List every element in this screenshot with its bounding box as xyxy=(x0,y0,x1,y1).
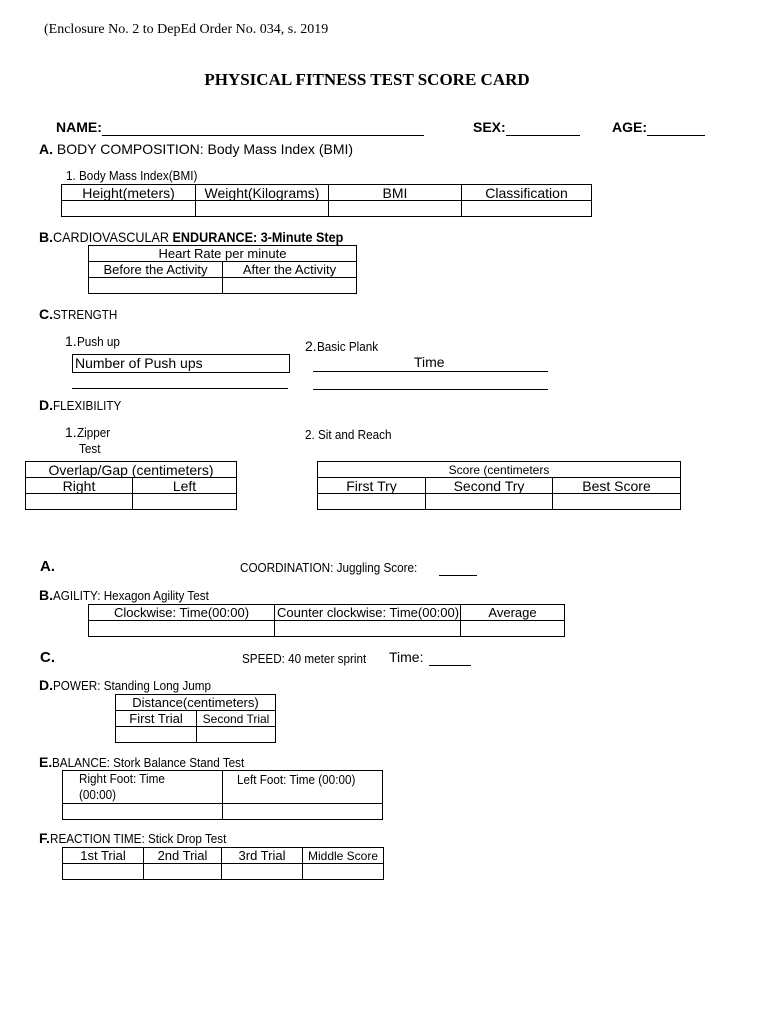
column-header: First Trial xyxy=(116,711,197,727)
right-foot-unit: (00:00) xyxy=(79,787,117,802)
balance-table xyxy=(62,770,383,820)
right-foot-cell[interactable] xyxy=(63,804,223,820)
table-group-row xyxy=(26,462,237,478)
coordination-heading xyxy=(240,559,477,576)
power-group-header: Distance(centimeters) xyxy=(116,695,276,711)
table-row xyxy=(26,494,237,510)
table-group-row xyxy=(116,695,276,711)
section-agility-heading xyxy=(39,587,226,603)
column-header: Right xyxy=(26,478,133,494)
speed-time-blank[interactable] xyxy=(429,649,471,666)
plank-time-label: Time xyxy=(414,354,445,370)
column-header: 1st Trial xyxy=(63,848,144,864)
column-header: Clockwise: Time(00:00) xyxy=(89,605,275,621)
weight-cell[interactable] xyxy=(196,201,329,217)
sex-field[interactable] xyxy=(473,119,580,136)
plank-label: Basic Plank xyxy=(316,339,378,354)
middle-score-cell[interactable] xyxy=(303,864,384,880)
section-label: STRENGTH xyxy=(53,307,118,322)
speed-heading: SPEED: 40 meter sprint xyxy=(242,651,367,666)
first-try-cell[interactable] xyxy=(318,494,426,510)
section-letter: C. xyxy=(39,306,53,322)
name-blank[interactable] xyxy=(102,119,424,136)
section-label: POWER: Standing Long Jump xyxy=(53,678,212,693)
column-header: Middle Score xyxy=(303,848,384,864)
table-row xyxy=(318,494,681,510)
zipper-label: Zipper xyxy=(76,425,110,440)
section-letter: B. xyxy=(39,229,53,245)
section-body-composition-heading xyxy=(39,141,353,157)
after-activity-cell[interactable] xyxy=(223,278,357,294)
zipper-left-cell[interactable] xyxy=(133,494,237,510)
bmi-subheading: 1. Body Mass Index(BMI) xyxy=(66,168,198,183)
pushup-heading xyxy=(65,333,124,349)
plank-answer-line[interactable] xyxy=(313,389,548,390)
juggling-score-blank[interactable] xyxy=(439,559,477,576)
zipper-group-header: Overlap/Gap (centimeters) xyxy=(26,462,237,478)
section-reaction-heading xyxy=(39,830,246,846)
age-blank[interactable] xyxy=(647,119,705,136)
best-score-cell[interactable] xyxy=(553,494,681,510)
section-label: BALANCE: Stork Balance Stand Test xyxy=(52,755,245,770)
table-header-row xyxy=(318,478,681,494)
right-foot-header xyxy=(63,771,223,804)
section-letter: F. xyxy=(39,830,50,846)
table-header-row xyxy=(116,711,276,727)
before-activity-cell[interactable] xyxy=(89,278,223,294)
coordination-letter: A. xyxy=(40,558,55,575)
section-label: AGILITY: Hexagon Agility Test xyxy=(53,588,209,603)
second-trial-cell[interactable] xyxy=(197,727,276,743)
name-label: NAME: xyxy=(56,119,102,135)
section-label: FLEXIBILITY xyxy=(53,398,122,413)
sex-blank[interactable] xyxy=(506,119,580,136)
heart-rate-table xyxy=(88,245,357,294)
table-header-row xyxy=(89,605,565,621)
page-title: PHYSICAL FITNESS TEST SCORE CARD xyxy=(204,70,530,89)
column-header: Average xyxy=(461,605,565,621)
section-label: CARDIOVASCULAR xyxy=(53,229,173,245)
column-header: Weight(Kilograms) xyxy=(196,185,329,201)
column-header: Best Score xyxy=(553,478,681,494)
section-cardiovascular-heading xyxy=(39,229,376,245)
height-cell[interactable] xyxy=(62,201,196,217)
column-header: Counter clockwise: Time(00:00) xyxy=(275,605,461,621)
table-row xyxy=(89,278,357,294)
column-header: BMI xyxy=(329,185,462,201)
section-letter: E. xyxy=(39,754,53,770)
table-header-row xyxy=(63,848,384,864)
section-letter: D. xyxy=(39,677,53,693)
zipper-table xyxy=(25,461,237,510)
left-foot-header: Left Foot: Time (00:00) xyxy=(223,771,383,804)
zipper-number: 1. xyxy=(65,424,77,440)
sit-reach-group-header: Score (centimeters xyxy=(318,462,681,478)
column-header: Second Try xyxy=(426,478,553,494)
column-header: Classification xyxy=(462,185,592,201)
plank-number: 2. xyxy=(305,338,317,354)
speed-time xyxy=(389,649,471,666)
speed-time-label: Time: xyxy=(389,649,424,665)
heart-rate-group-header: Heart Rate per minute xyxy=(89,246,357,262)
right-foot-label: Right Foot: Time xyxy=(79,771,165,786)
bmi-cell[interactable] xyxy=(329,201,462,217)
zipper-heading-line2: Test xyxy=(79,441,101,456)
column-header: Left xyxy=(133,478,237,494)
table-row xyxy=(63,804,383,820)
zipper-right-cell[interactable] xyxy=(26,494,133,510)
table-header-row xyxy=(62,185,592,201)
table-row xyxy=(62,201,592,217)
zipper-heading xyxy=(65,424,114,440)
pushup-count-box[interactable] xyxy=(72,354,290,373)
table-row xyxy=(116,727,276,743)
clockwise-cell[interactable] xyxy=(89,621,275,637)
table-row xyxy=(63,864,384,880)
power-table xyxy=(115,694,276,743)
plank-time-line[interactable] xyxy=(313,371,548,372)
section-label-bold: ENDURANCE: 3-Minute Step xyxy=(172,229,344,245)
sit-reach-heading: 2. Sit and Reach xyxy=(305,427,392,442)
pushup-number: 1. xyxy=(65,333,77,349)
age-field[interactable] xyxy=(612,119,705,136)
table-header-row xyxy=(89,262,357,278)
column-header: 3rd Trial xyxy=(222,848,303,864)
sex-label: SEX: xyxy=(473,119,506,135)
section-power-heading xyxy=(39,677,229,693)
column-header: After the Activity xyxy=(223,262,357,278)
reaction-table xyxy=(62,847,384,880)
pushup-label: Push up xyxy=(76,334,120,349)
first-trial-cell[interactable] xyxy=(116,727,197,743)
average-cell[interactable] xyxy=(461,621,565,637)
table-row xyxy=(89,621,565,637)
table-header-row xyxy=(26,478,237,494)
section-letter: B. xyxy=(39,587,53,603)
classification-cell[interactable] xyxy=(462,201,592,217)
column-header: 2nd Trial xyxy=(144,848,222,864)
section-flexibility-heading xyxy=(39,397,129,413)
section-balance-heading xyxy=(39,754,266,770)
second-try-cell[interactable] xyxy=(426,494,553,510)
section-strength-heading xyxy=(39,306,125,322)
pushup-answer-line[interactable] xyxy=(72,388,288,389)
bmi-table xyxy=(61,184,592,217)
table-group-row xyxy=(318,462,681,478)
column-header: Before the Activity xyxy=(89,262,223,278)
first-trial-cell[interactable] xyxy=(63,864,144,880)
table-header-row xyxy=(63,771,383,804)
left-foot-cell[interactable] xyxy=(223,804,383,820)
pushup-count-label: Number of Push ups xyxy=(75,355,203,371)
name-field[interactable] xyxy=(56,119,424,136)
plank-heading xyxy=(305,338,385,354)
age-label: AGE: xyxy=(612,119,647,135)
agility-table xyxy=(88,604,565,637)
section-letter: D. xyxy=(39,397,53,413)
counter-clockwise-cell[interactable] xyxy=(275,621,461,637)
section-letter: A. xyxy=(39,141,53,157)
third-trial-cell[interactable] xyxy=(222,864,303,880)
section-label: REACTION TIME: Stick Drop Test xyxy=(49,831,227,846)
sit-reach-table xyxy=(317,461,681,510)
column-header: First Try xyxy=(318,478,426,494)
section-label: BODY COMPOSITION: Body Mass Index (BMI) xyxy=(56,141,354,157)
table-group-row xyxy=(89,246,357,262)
second-trial-cell[interactable] xyxy=(144,864,222,880)
column-header: Height(meters) xyxy=(62,185,196,201)
coordination-label: COORDINATION: Juggling Score: xyxy=(240,560,418,575)
enclosure-note: (Enclosure No. 2 to DepEd Order No. 034, s. 2019 xyxy=(44,22,329,37)
column-header: Second Trial xyxy=(197,711,276,727)
speed-letter: C. xyxy=(40,649,55,666)
